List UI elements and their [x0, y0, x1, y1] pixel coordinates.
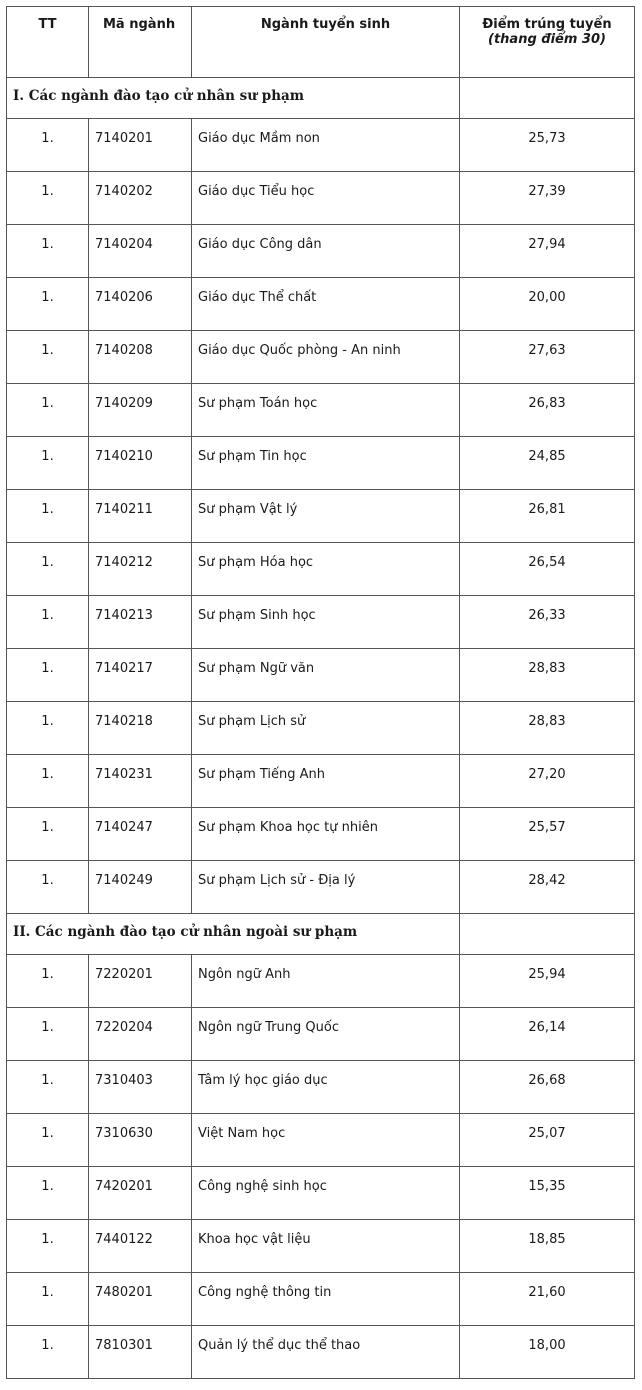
row-tt: 1.: [7, 649, 89, 702]
table-row: [7, 755, 635, 808]
admission-scores-table: [6, 6, 635, 1379]
row-tt: 1.: [7, 702, 89, 755]
section-empty-cell: [460, 78, 635, 119]
row-name: Sư phạm Toán học: [192, 384, 460, 437]
header-name: Ngành tuyển sinh: [192, 7, 460, 78]
row-tt: 1.: [7, 490, 89, 543]
row-tt: 1.: [7, 437, 89, 490]
row-tt: 1.: [7, 1114, 89, 1167]
row-code: 7140204: [89, 225, 192, 278]
row-tt: 1.: [7, 384, 89, 437]
row-tt: 1.: [7, 1273, 89, 1326]
row-name: Giáo dục Thể chất: [192, 278, 460, 331]
row-code: 7310630: [89, 1114, 192, 1167]
row-name: Việt Nam học: [192, 1114, 460, 1167]
row-tt: 1.: [7, 331, 89, 384]
row-code: 7220201: [89, 955, 192, 1008]
header-tt: TT: [7, 7, 89, 78]
row-name: Giáo dục Quốc phòng - An ninh: [192, 331, 460, 384]
row-score: 26,81: [460, 490, 635, 543]
table-row: [7, 1061, 635, 1114]
table-row: [7, 1220, 635, 1273]
table-row: [7, 278, 635, 331]
row-score: 27,20: [460, 755, 635, 808]
row-score: 24,85: [460, 437, 635, 490]
table-row: [7, 955, 635, 1008]
table-row: [7, 119, 635, 172]
row-name: Giáo dục Tiểu học: [192, 172, 460, 225]
row-code: 7810301: [89, 1326, 192, 1379]
row-tt: 1.: [7, 119, 89, 172]
row-score: 25,94: [460, 955, 635, 1008]
row-name: Ngôn ngữ Anh: [192, 955, 460, 1008]
row-score: 27,94: [460, 225, 635, 278]
row-score: 28,42: [460, 861, 635, 914]
row-tt: 1.: [7, 1008, 89, 1061]
row-tt: 1.: [7, 861, 89, 914]
row-score: 15,35: [460, 1167, 635, 1220]
row-code: 7140213: [89, 596, 192, 649]
row-score: 25,73: [460, 119, 635, 172]
table-row: [7, 1167, 635, 1220]
row-code: 7140249: [89, 861, 192, 914]
table-header: [7, 7, 635, 78]
header-score-label: Điểm trúng tuyển: [482, 17, 612, 32]
row-code: 7140218: [89, 702, 192, 755]
section-row: [7, 78, 635, 119]
table-row: [7, 808, 635, 861]
table-row: [7, 702, 635, 755]
row-score: 18,00: [460, 1326, 635, 1379]
table-row: [7, 490, 635, 543]
row-tt: 1.: [7, 543, 89, 596]
table-row: [7, 172, 635, 225]
row-tt: 1.: [7, 808, 89, 861]
row-code: 7140209: [89, 384, 192, 437]
table-row: [7, 861, 635, 914]
row-score: 21,60: [460, 1273, 635, 1326]
row-tt: 1.: [7, 278, 89, 331]
row-name: Sư phạm Khoa học tự nhiên: [192, 808, 460, 861]
table-row: [7, 1114, 635, 1167]
row-score: 18,85: [460, 1220, 635, 1273]
table-row: [7, 596, 635, 649]
table-row: [7, 331, 635, 384]
row-code: 7140247: [89, 808, 192, 861]
row-tt: 1.: [7, 172, 89, 225]
row-name: Sư phạm Vật lý: [192, 490, 460, 543]
row-name: Công nghệ thông tin: [192, 1273, 460, 1326]
row-name: Sư phạm Lịch sử - Địa lý: [192, 861, 460, 914]
row-tt: 1.: [7, 596, 89, 649]
row-name: Sư phạm Lịch sử: [192, 702, 460, 755]
section-row: [7, 914, 635, 955]
row-score: 27,63: [460, 331, 635, 384]
row-code: 7140208: [89, 331, 192, 384]
row-name: Sư phạm Sinh học: [192, 596, 460, 649]
row-code: 7140201: [89, 119, 192, 172]
row-score: 26,33: [460, 596, 635, 649]
row-name: Quản lý thể dục thể thao: [192, 1326, 460, 1379]
table-row: [7, 225, 635, 278]
row-name: Tâm lý học giáo dục: [192, 1061, 460, 1114]
row-name: Sư phạm Hóa học: [192, 543, 460, 596]
row-code: 7310403: [89, 1061, 192, 1114]
section-title: I. Các ngành đào tạo cử nhân sư phạm: [7, 78, 460, 119]
row-score: 26,68: [460, 1061, 635, 1114]
table-row: [7, 384, 635, 437]
row-score: 25,57: [460, 808, 635, 861]
row-code: 7140217: [89, 649, 192, 702]
table-row: [7, 649, 635, 702]
row-score: 26,54: [460, 543, 635, 596]
table-body: [7, 78, 635, 1379]
table-row: [7, 1326, 635, 1379]
row-code: 7140206: [89, 278, 192, 331]
row-name: Ngôn ngữ Trung Quốc: [192, 1008, 460, 1061]
header-score: [460, 7, 635, 78]
section-empty-cell: [460, 914, 635, 955]
row-name: Khoa học vật liệu: [192, 1220, 460, 1273]
row-name: Giáo dục Công dân: [192, 225, 460, 278]
table-row: [7, 543, 635, 596]
row-tt: 1.: [7, 1061, 89, 1114]
row-score: 26,83: [460, 384, 635, 437]
row-code: 7480201: [89, 1273, 192, 1326]
section-title: II. Các ngành đào tạo cử nhân ngoài sư phạm: [7, 914, 460, 955]
row-tt: 1.: [7, 225, 89, 278]
row-tt: 1.: [7, 755, 89, 808]
row-code: 7420201: [89, 1167, 192, 1220]
row-name: Giáo dục Mầm non: [192, 119, 460, 172]
row-score: 20,00: [460, 278, 635, 331]
row-tt: 1.: [7, 955, 89, 1008]
row-code: 7140202: [89, 172, 192, 225]
header-code: Mã ngành: [89, 7, 192, 78]
row-score: 27,39: [460, 172, 635, 225]
row-code: 7440122: [89, 1220, 192, 1273]
row-name: Sư phạm Ngữ văn: [192, 649, 460, 702]
table-row: [7, 1273, 635, 1326]
header-score-scale: (thang điểm 30): [488, 32, 606, 47]
row-tt: 1.: [7, 1167, 89, 1220]
row-score: 26,14: [460, 1008, 635, 1061]
table-row: [7, 1008, 635, 1061]
row-tt: 1.: [7, 1220, 89, 1273]
row-code: 7220204: [89, 1008, 192, 1061]
row-name: Công nghệ sinh học: [192, 1167, 460, 1220]
row-name: Sư phạm Tiếng Anh: [192, 755, 460, 808]
row-score: 28,83: [460, 702, 635, 755]
header-row: [7, 7, 635, 78]
row-tt: 1.: [7, 1326, 89, 1379]
table-row: [7, 437, 635, 490]
row-code: 7140212: [89, 543, 192, 596]
row-code: 7140231: [89, 755, 192, 808]
row-code: 7140210: [89, 437, 192, 490]
row-score: 25,07: [460, 1114, 635, 1167]
row-name: Sư phạm Tin học: [192, 437, 460, 490]
row-code: 7140211: [89, 490, 192, 543]
row-score: 28,83: [460, 649, 635, 702]
